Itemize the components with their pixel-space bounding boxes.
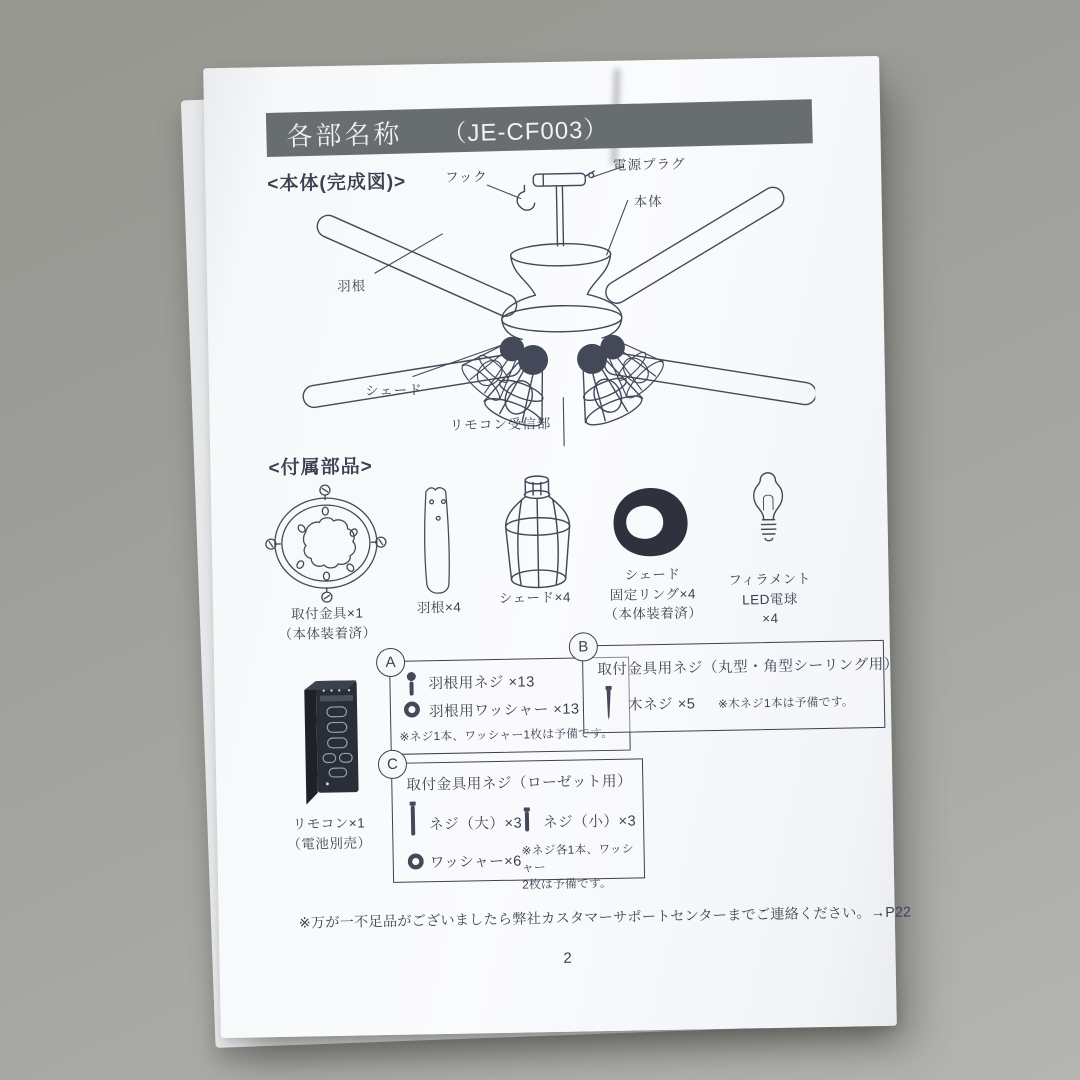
box-b-row-1: 木ネジ ×5 (627, 696, 696, 714)
led-bulb-icon (741, 470, 797, 557)
label-shade-part: シェード×4 (498, 589, 572, 606)
label-hook: フック (445, 169, 488, 185)
page-title: 各部名称 (286, 118, 403, 152)
box-c-note: ※ネジ各1本、ワッシャー 2枚は予備です。 (521, 841, 634, 892)
page-number: 2 (563, 949, 572, 967)
box-a-row-1: 羽根用ネジ ×13 (428, 674, 535, 693)
box-c-tag: C (378, 750, 408, 780)
remote-control-icon (292, 673, 366, 810)
parts-section-heading: <付属部品> (268, 456, 373, 480)
box-c-title: 取付金具用ネジ（ローゼット用） (406, 773, 633, 794)
box-a-note: ※ネジ1本、ワッシャー1枚は予備です。 (399, 725, 614, 744)
label-mounting-bracket: 取付金具×1 （本体装着済） (278, 605, 377, 642)
box-c-row-3: ワッシャー×6 (429, 853, 523, 872)
label-remote: リモコン×1 （電池別売） (287, 815, 372, 852)
screw-box-c (386, 755, 645, 892)
small-screw-icon (523, 807, 531, 833)
label-body: 本体 (633, 193, 663, 210)
label-fixing-ring: シェード 固定リング×4 （本体装着済） (604, 566, 703, 623)
wood-screw-icon (604, 686, 615, 722)
box-c-row-1: ネジ（大）×3 (428, 815, 523, 834)
box-b-title: 取付金具用ネジ（丸型・角型シーリング用） (597, 656, 899, 679)
label-led-bulb: フィラメント LED電球 ×4 (728, 571, 812, 627)
model-number: （JE-CF003） (442, 115, 609, 148)
box-b-tag: B (569, 632, 599, 662)
label-shade: シェード (364, 382, 423, 399)
label-blade-part: 羽根×4 (416, 599, 462, 616)
manual-page (203, 56, 912, 1038)
label-plug: 電源プラグ (612, 156, 686, 173)
box-c-row-2: ネジ（小）×3 (542, 813, 637, 832)
screw-box-b (578, 638, 899, 734)
shade-part-icon (493, 471, 583, 597)
box-b-note: ※木ネジ1本は予備です。 (717, 694, 854, 711)
washer-icon (404, 701, 420, 717)
box-a-row-2: 羽根用ワッシャー ×13 (428, 701, 580, 721)
machine-screw-icon (404, 671, 419, 699)
large-screw-icon (409, 801, 418, 839)
bracket-screws (265, 484, 387, 603)
fan-body (500, 243, 622, 340)
label-receiver: リモコン受信部 (449, 415, 552, 433)
mounting-bracket-icon (263, 479, 389, 607)
page-header (266, 99, 813, 157)
box-a-tag: A (376, 648, 406, 678)
washer-icon (408, 853, 424, 869)
footer-note: ※万が一不足品がございましたら弊社カスタマーサポートセンターまでご連絡ください。→P22 (298, 904, 912, 932)
body-section-heading: <本体(完成図)> (267, 171, 407, 196)
fixing-ring-icon (609, 483, 692, 560)
label-pointer-lines (373, 167, 632, 450)
hook-and-plug (517, 171, 596, 246)
label-blade: 羽根 (337, 278, 367, 294)
blade-part-icon (409, 482, 467, 601)
